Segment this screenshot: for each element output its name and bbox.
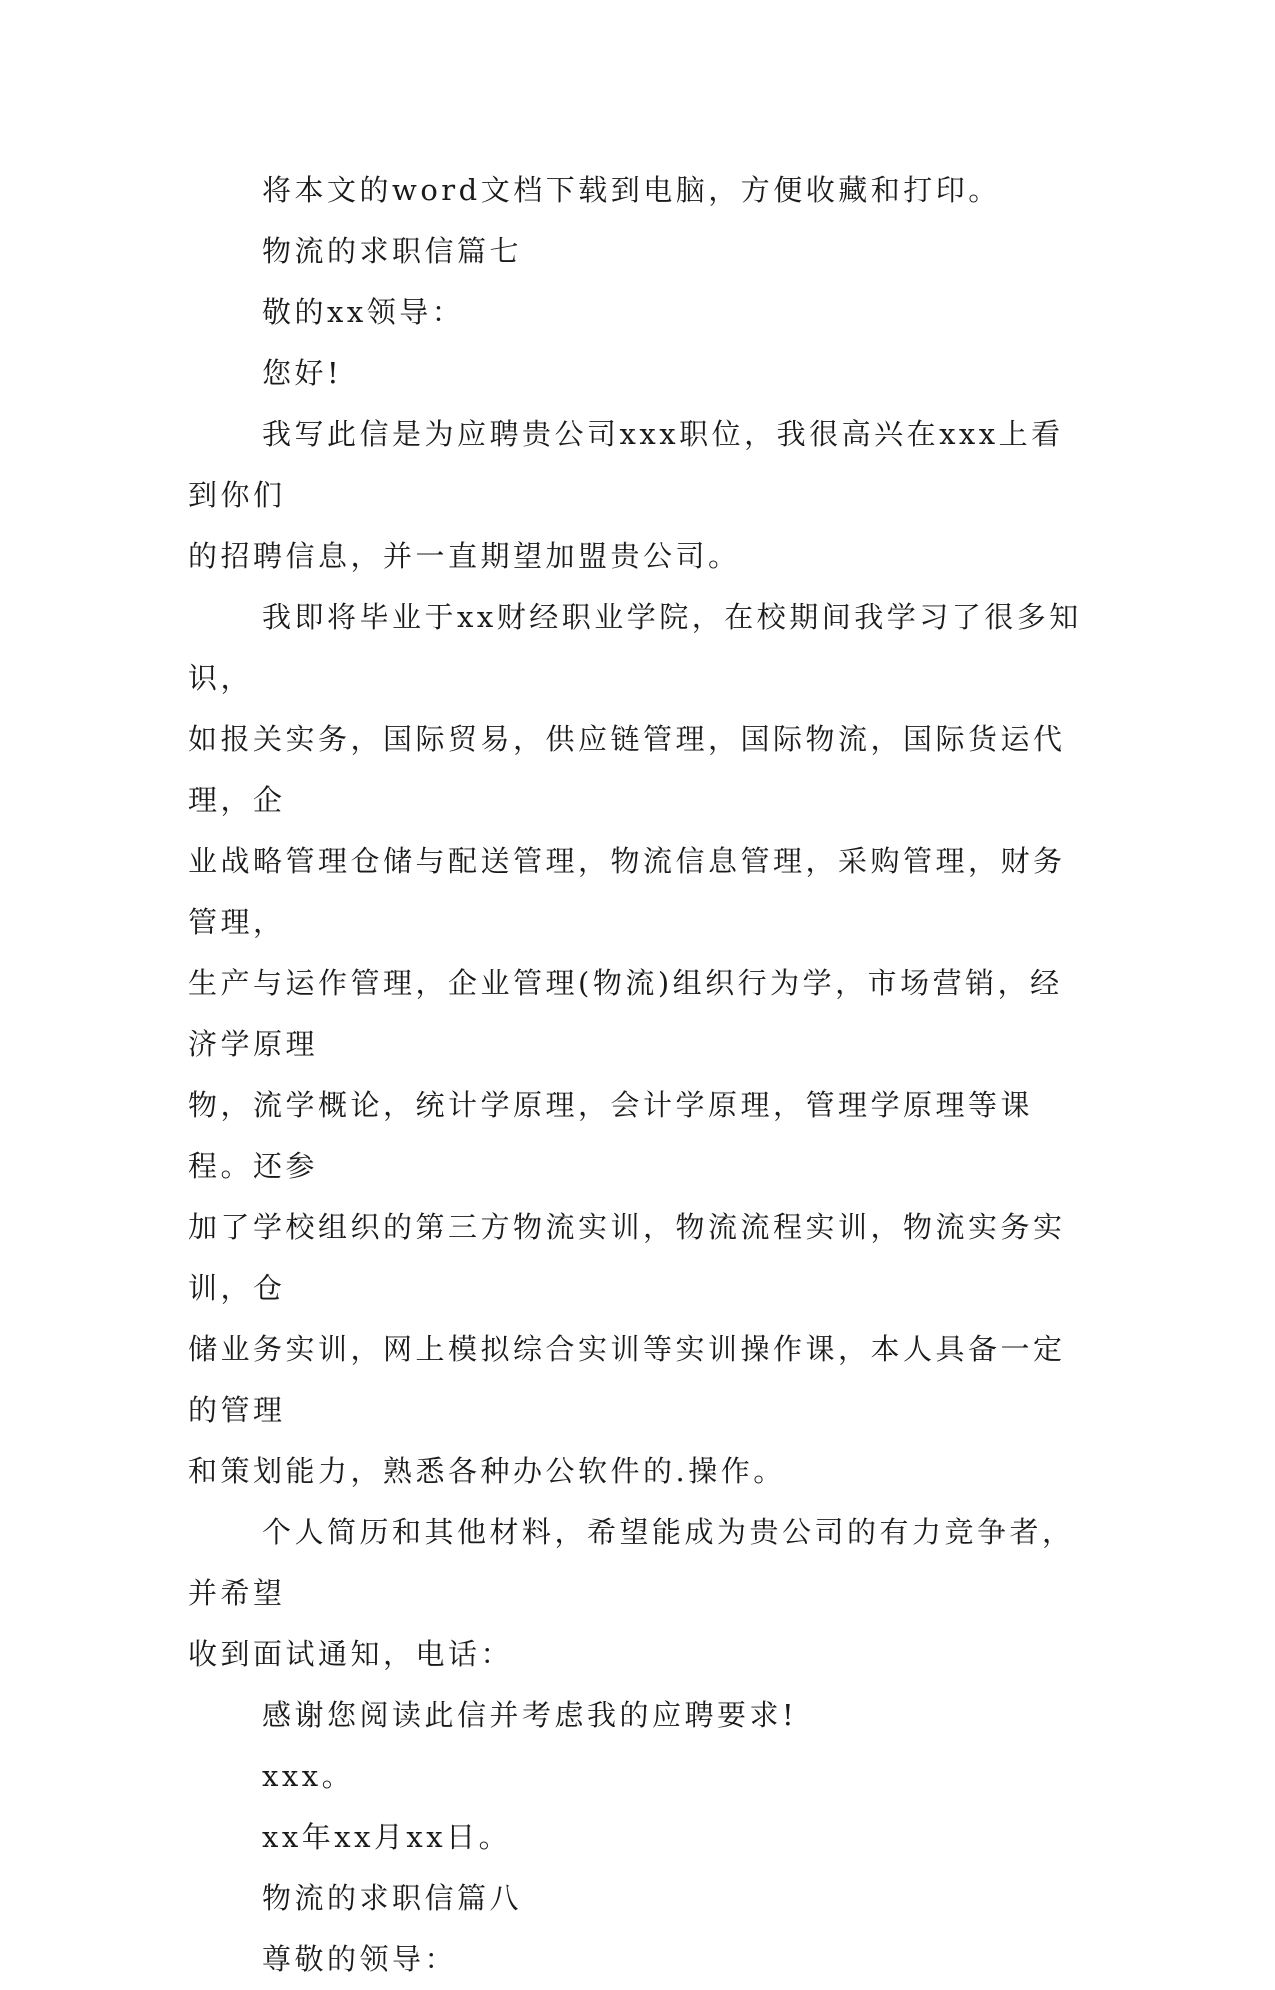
signature: xxx。 — [262, 1759, 355, 1793]
date-line: xx年xx月xx日。 — [262, 1820, 512, 1854]
greeting: 您好! — [262, 356, 343, 390]
document-body — [188, 160, 1088, 1990]
education-paragraph: 我即将毕业于xx财经职业学院，在校期间我学习了很多知识， 如报关实务，国际贸易，供应链管理，国际物流，国际货运代理，企 业战略管理仓储与配送管理，物流信息管理，采购管理，财务管理， 生产与运作管理，企业管理(物流)组织行为学，市场营销，经济学原理 物，流学概论，统计学原理，会计学原理，管理学原理等课程。还参 加了学校组织的第三方物流实训，物流流程实训，物流实务实训，仓 储业务实训，网上模拟综合实训等实训操作课，本人具备一定的管理 和策划能力，熟悉各种办公软件的.操作。 — [188, 600, 1082, 1488]
intro-paragraph: 我写此信是为应聘贵公司xxx职位，我很高兴在xxx上看到你们 的招聘信息，并一直期望加盟贵公司。 — [188, 417, 1064, 573]
section-title-8: 物流的求职信篇八 — [262, 1881, 523, 1915]
materials-paragraph: 个人简历和其他材料，希望能成为贵公司的有力竞争者，并希望 收到面试通知，电话： — [188, 1515, 1075, 1671]
thanks-line: 感谢您阅读此信并考虑我的应聘要求! — [262, 1698, 798, 1732]
salutation-2: 尊敬的领导： — [262, 1942, 458, 1976]
download-note: 将本文的word文档下载到电脑，方便收藏和打印。 — [262, 173, 1001, 207]
section-title-7: 物流的求职信篇七 — [262, 234, 523, 268]
salutation: 敬的xx领导： — [262, 295, 465, 329]
